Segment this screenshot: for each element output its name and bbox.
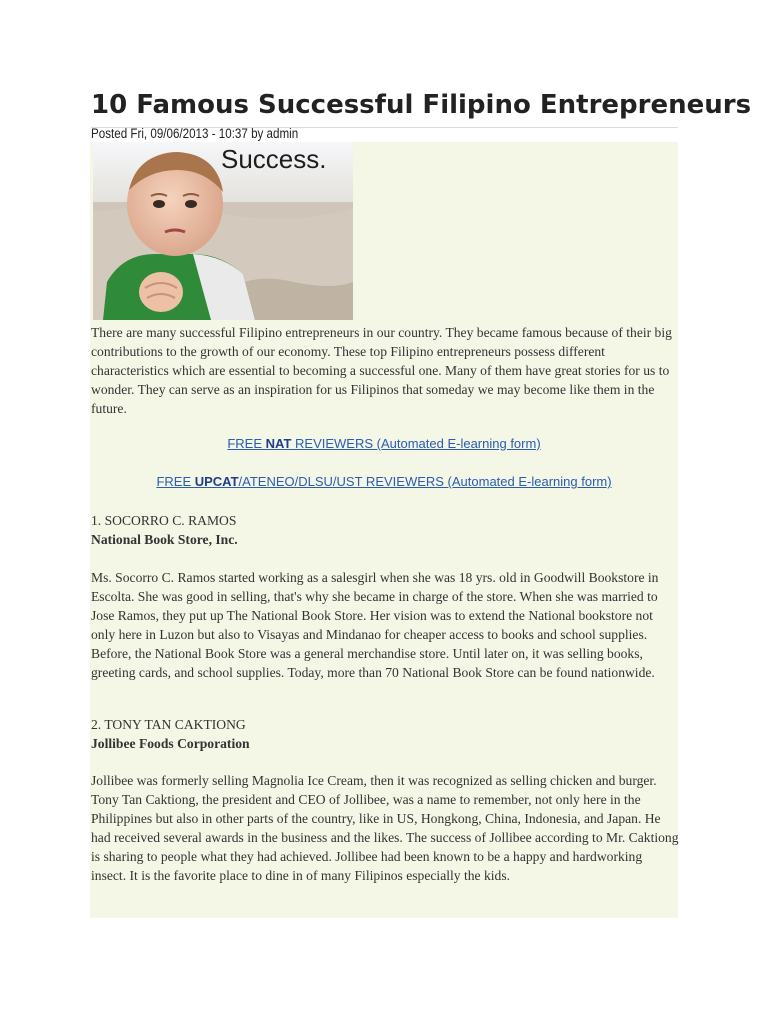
entry-2-name: 2. TONY TAN CAKTIONG [91, 717, 246, 732]
entry-2-paragraph: Jollibee was formerly selling Magnolia Ice Cream, then it was recognized as selling chicken and burger. Tony Tan Caktiong, the president and CEO of Jollibee, was a name to remember, not only here in the Philippines but also in other parts of the country, like in US, Hongkong, China, Indonesia, and Japan. He had received several awards in the business and the likes. The success of Jollibee according to Mr. Caktiong is sharing to people what they had achieved. Jollibee had been known to be a happy and hardworking insect. It is the favorite place to dine in of many Filipinos especially the kids. [91, 773, 679, 883]
entry-1-name: 1. SOCORRO C. RAMOS [91, 513, 237, 528]
entry-1-heading [91, 511, 679, 549]
article-body [90, 142, 678, 918]
upcat-reviewers-link[interactable]: FREE UPCAT/ATENEO/DLSU/UST REVIEWERS (Automated E-learning form) [156, 474, 612, 489]
success-kid-illustration [93, 142, 353, 320]
nat-reviewers-link-row [90, 436, 678, 451]
entry-2-company: Jollibee Foods Corporation [91, 736, 250, 751]
article-title: 10 Famous Successful Filipino Entrepreneurs [91, 90, 752, 120]
image-overlay-text: Success. [221, 144, 327, 174]
entry-1-company: National Book Store, Inc. [91, 532, 238, 547]
post-meta: Posted Fri, 09/06/2013 - 10:37 by admin [91, 126, 299, 141]
intro-paragraph: There are many successful Filipino entrepreneurs in our country. They became famous because of their big contributions to the growth of our economy. These top Filipino entrepreneurs possess different characteristics which are essential to becoming a successful one. Many of them have great stories for us to wonder. They can serve as an inspiration for us Filipinos that someday we may become like them in the future. [91, 325, 672, 416]
nat-reviewers-link[interactable]: FREE NAT REVIEWERS (Automated E-learning form) [227, 436, 541, 451]
success-kid-image [93, 142, 353, 320]
entry-1-paragraph: Ms. Socorro C. Ramos started working as a salesgirl when she was 18 yrs. old in Goodwill Bookstore in Escolta. She was good in selling, that's why she became in charge of the store. When she was married to Jose Ramos, they put up The National Book Store. Her vision was to extend the National bookstore not only here in Luzon but also to Visayas and Mindanao for cheaper access to books and school supplies. Before, the National Book Store was a general merchandise store. Until later on, it was selling books, greeting cards, and school supplies. Today, more than 70 National Book Store can be found nationwide. [91, 570, 659, 680]
upcat-reviewers-link-row [90, 474, 678, 489]
entry-2-heading [91, 715, 679, 753]
